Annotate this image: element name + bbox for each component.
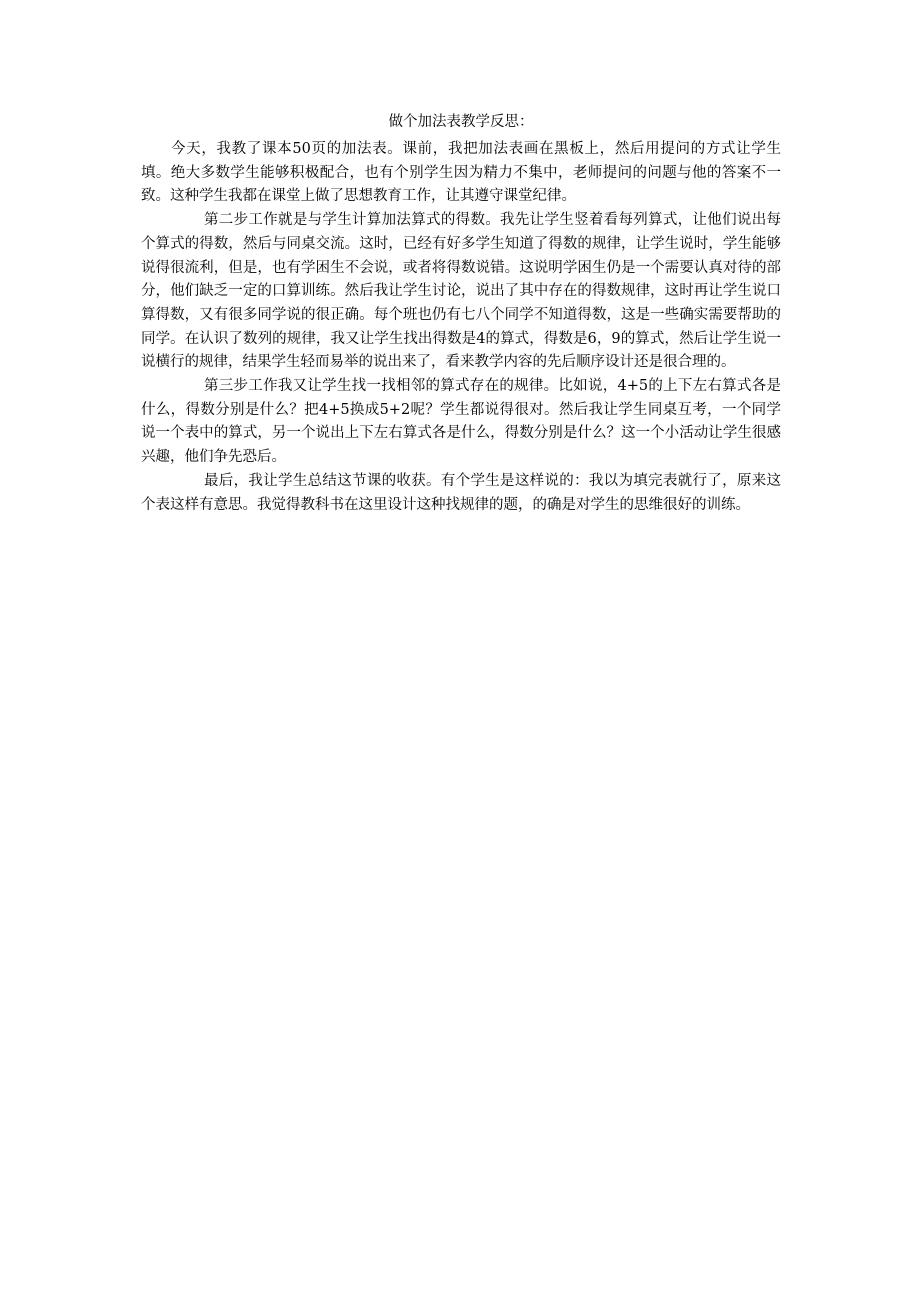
paragraph-intro: 今天，我教了课本50页的加法表。课前，我把加法表画在黑板上，然后用提问的方式让学生填。绝大多数学生能够积极配合，也有个别学生因为精力不集中，老师提问的问题与他的答案不一致。这种学生我都在课堂上做了思想教育工作，让其遵守课堂纪律。 [141, 141, 781, 205]
document-body [141, 106, 781, 517]
document-title: 做个加法表教学反思： [388, 114, 534, 130]
paragraph-step-three: 第三步工作我又让学生找一找相邻的算式存在的规律。比如说，4+5的上下左右算式各是什么，得数分别是什么？把4+5换成5+2呢？学生都说得很对。然后我让学生同桌互考，一个同学说一个表中的算式，另一个说出上下左右算式各是什么，得数分别是什么？这一个小活动让学生很感兴趣，他们争先恐后。 [141, 378, 781, 466]
paragraph-step-two: 第二步工作就是与学生计算加法算式的得数。我先让学生竖着看每列算式，让他们说出每个算式的得数，然后与同桌交流。这时，已经有好多学生知道了得数的规律，让学生说时，学生能够说得很流利，但是，也有学困生不会说，或者将得数说错。这说明学困生仍是一个需要认真对待的部分，他们缺乏一定的口算训练。然后我让学生讨论，说出了其中存在的得数规律，这时再让学生说口算得数，又有很多同学说的很正确。每个班也仍有七八个同学不知道得数，这是一些确实需要帮助的同学。在认识了数列的规律，我又让学生找出得数是4的算式，得数是6，9的算式，然后让学生说一说横行的规律，结果学生轻而易举的说出来了，看来教学内容的先后顺序设计还是很合理的。 [141, 212, 781, 371]
paragraph-conclusion: 最后，我让学生总结这节课的收获。有个学生是这样说的：我以为填完表就行了，原来这个表这样有意思。我觉得教科书在这里设计这种找规律的题，的确是对学生的思维很好的训练。 [141, 472, 781, 513]
